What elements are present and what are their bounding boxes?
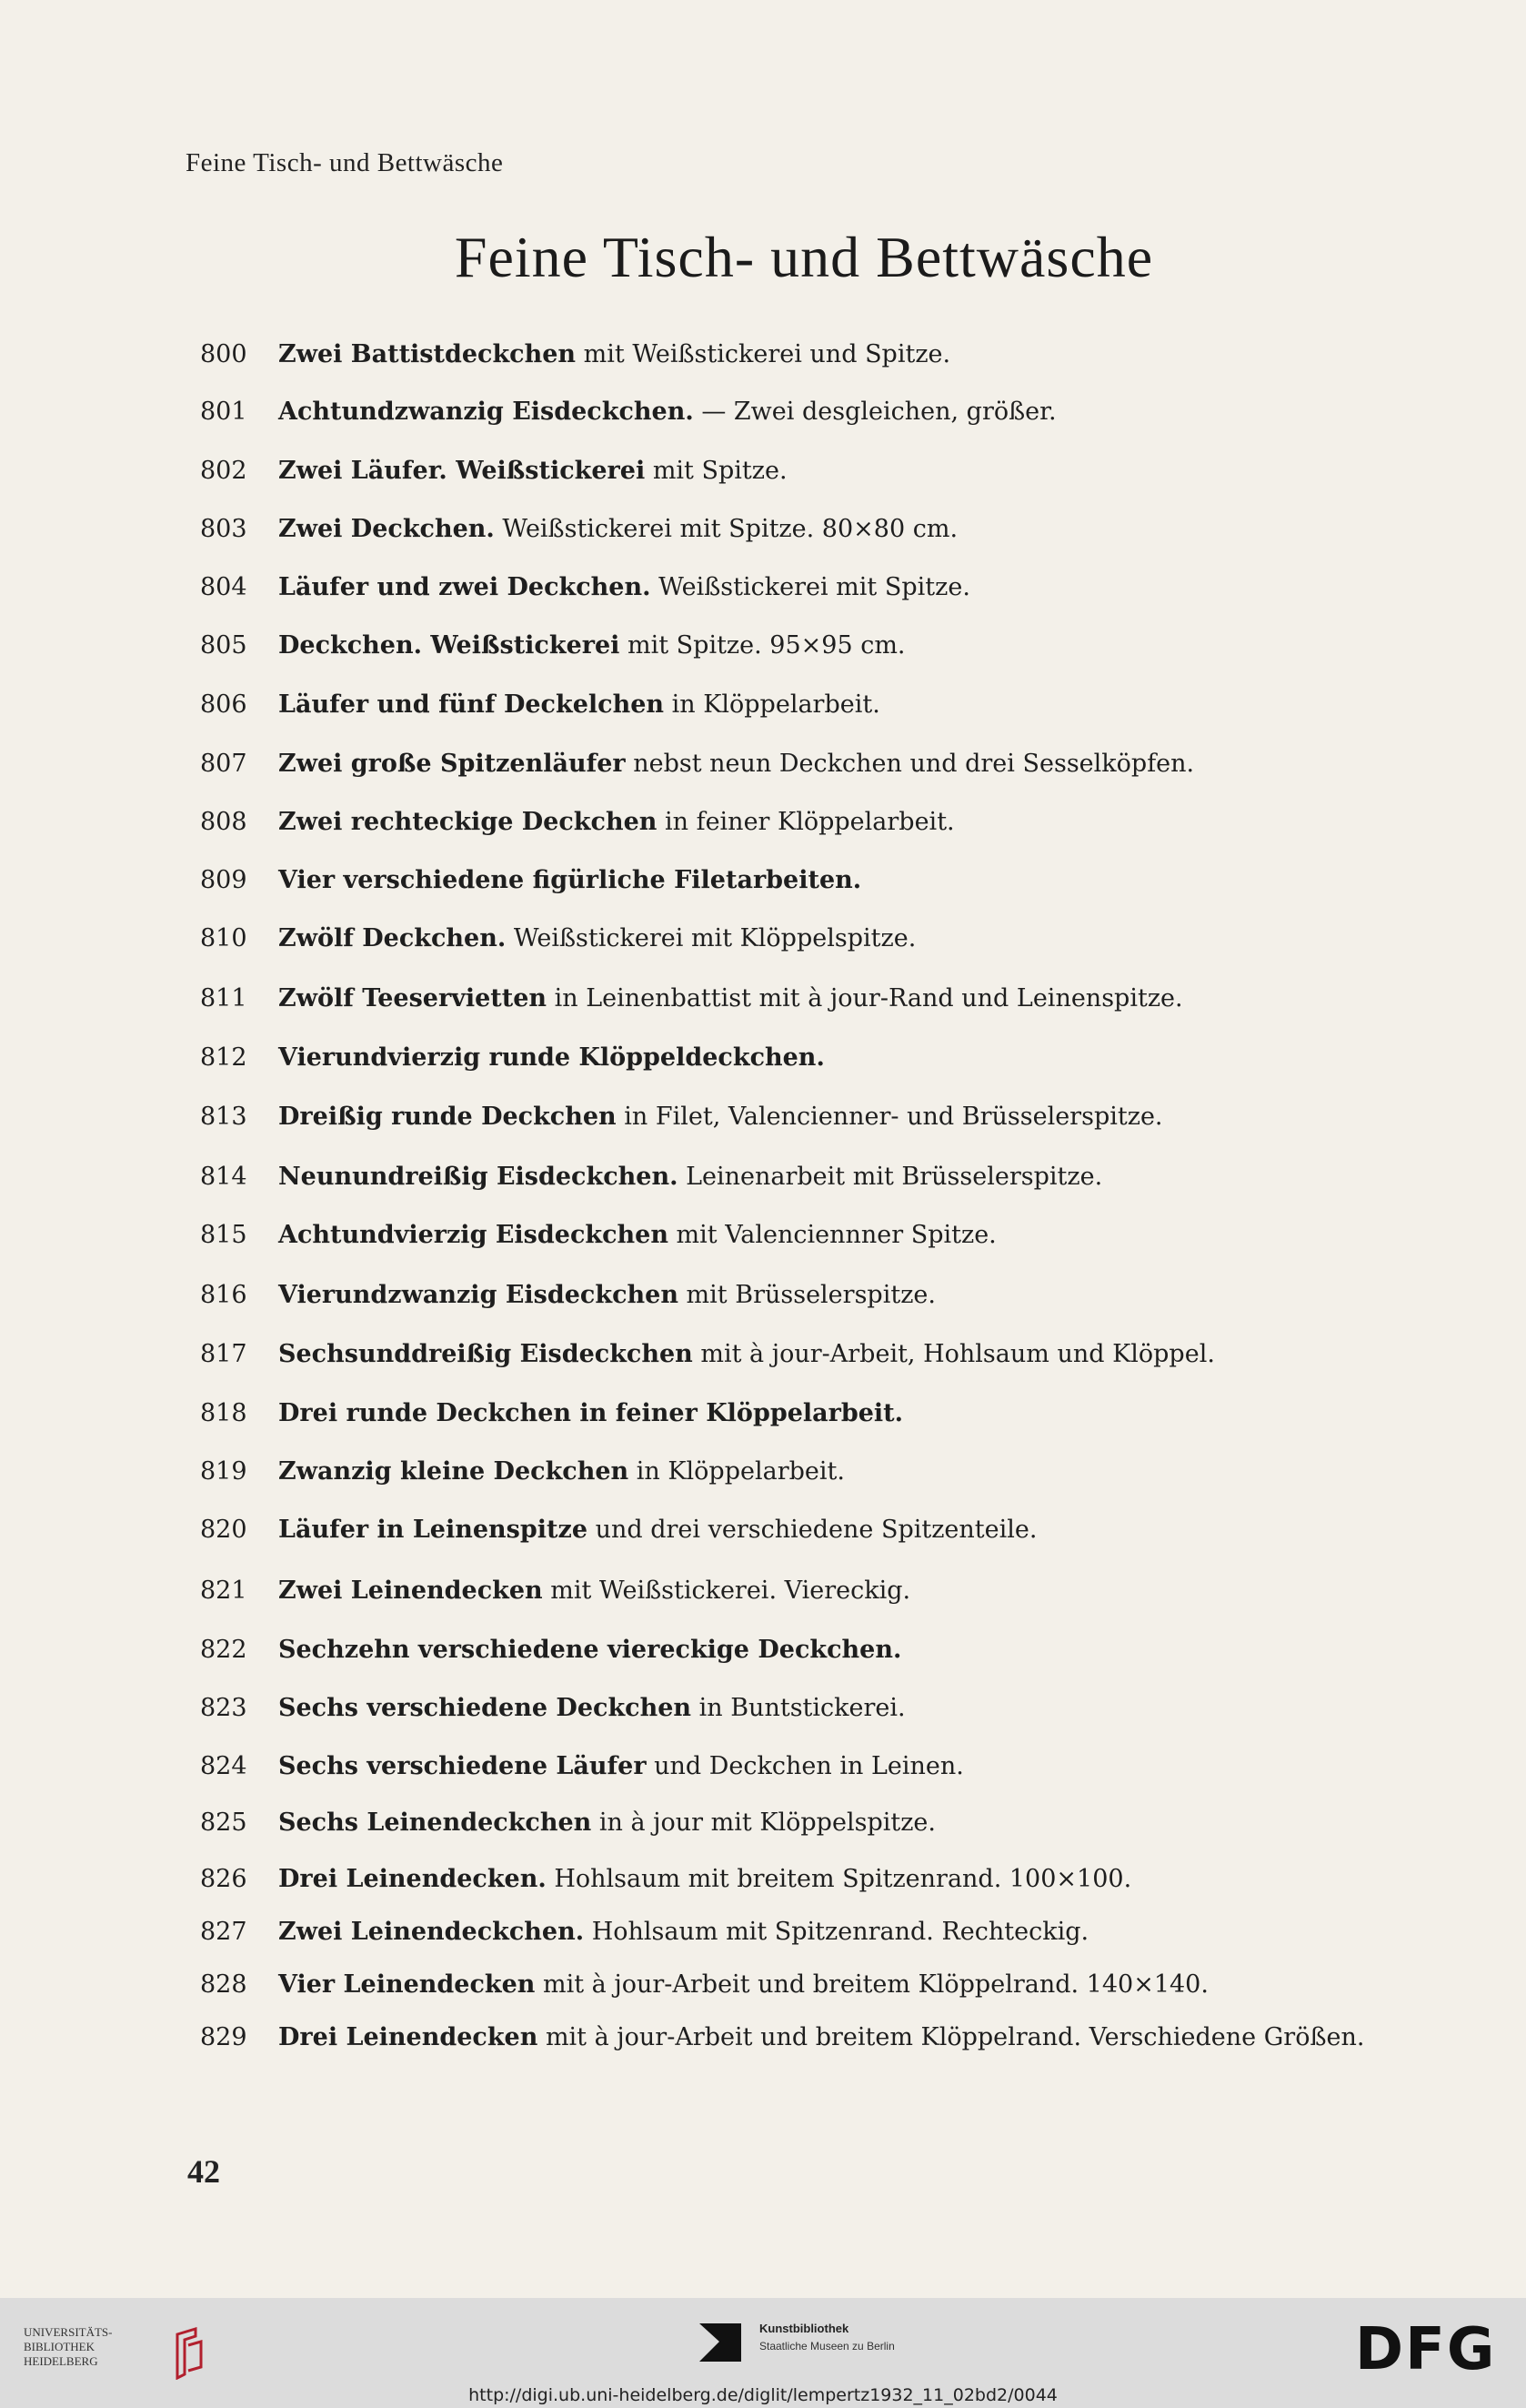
entry-description: Weißstickerei mit Klöppelspitze. — [506, 924, 917, 952]
kunstbibliothek-title: Kunstbibliothek — [759, 2322, 849, 2335]
entry-title: Zwei Battistdeckchen — [278, 340, 577, 368]
entry-text — [278, 1912, 1089, 1952]
entry-text — [278, 1097, 1163, 1137]
uni-logo-line: BIBLIOTHEK — [24, 2340, 95, 2353]
entry-title: Vier Leinendecken — [278, 1970, 536, 1999]
kunstbibliothek-subtitle: Staatliche Museen zu Berlin — [759, 2340, 895, 2353]
entry-number: 806 — [200, 690, 247, 719]
entry-text — [278, 1803, 936, 1843]
entry-number: 803 — [200, 515, 247, 543]
entry-text — [278, 568, 970, 608]
entry-title: Vier verschiedene figürliche Filetarbeiten. — [278, 866, 862, 894]
entry-number: 813 — [200, 1103, 247, 1131]
entry-description: in feiner Klöppelarbeit. — [657, 808, 955, 836]
entry-number: 817 — [200, 1340, 247, 1368]
entry-number: 823 — [200, 1694, 247, 1722]
entry-title: Drei runde Deckchen in feiner Klöppelarbeit. — [278, 1399, 904, 1427]
uni-logo-line: UNIVERSITÄTS- — [24, 2325, 113, 2339]
entry-title: Sechs verschiedene Deckchen — [278, 1694, 692, 1722]
entry-text — [278, 1859, 1131, 1899]
entry-title: Läufer und zwei Deckchen. — [278, 573, 651, 601]
entry-text — [278, 919, 916, 959]
entry-number: 815 — [200, 1221, 247, 1249]
dfg-logo[interactable]: DFG — [1355, 2316, 1497, 2383]
entry-description: mit Valenciennner Spitze. — [668, 1221, 997, 1249]
entry-number: 827 — [200, 1918, 247, 1946]
entry-text — [278, 802, 955, 842]
entry-number: 816 — [200, 1281, 247, 1309]
entry-number: 820 — [200, 1516, 247, 1544]
entry-title: Läufer in Leinenspitze — [278, 1516, 587, 1544]
entry-title: Zwei große Spitzenläufer — [278, 750, 626, 778]
entry-description: mit à jour-Arbeit, Hohlsaum und Klöppel. — [692, 1340, 1215, 1368]
entry-title: Zwei Deckchen. — [278, 515, 495, 543]
entry-text — [278, 861, 861, 901]
entry-number: 822 — [200, 1636, 247, 1664]
entry-number: 818 — [200, 1399, 247, 1427]
entry-description: Weißstickerei mit Spitze. 80×80 cm. — [494, 515, 959, 543]
entry-text — [278, 335, 950, 375]
entry-text — [278, 1510, 1037, 1550]
entry-text — [278, 1038, 825, 1078]
entry-description: mit Weißstickerei und Spitze. — [576, 340, 951, 368]
entry-number: 801 — [200, 398, 247, 426]
entry-text — [278, 685, 880, 725]
entry-title: Achtundzwanzig Eisdeckchen. — [278, 398, 694, 426]
entry-number: 802 — [200, 457, 247, 485]
entry-number: 824 — [200, 1752, 247, 1780]
entry-number: 808 — [200, 808, 247, 836]
entry-title: Läufer und fünf Deckelchen — [278, 690, 665, 719]
entry-text — [278, 1452, 845, 1492]
entry-title: Zwölf Teeservietten — [278, 984, 547, 1013]
entry-title: Vierundzwanzig Eisdeckchen — [278, 1281, 678, 1309]
entry-number: 804 — [200, 573, 247, 601]
entry-number: 810 — [200, 924, 247, 952]
entry-number: 809 — [200, 866, 247, 894]
entry-text — [278, 1965, 1209, 2005]
entry-description: — Zwei desgleichen, größer. — [693, 398, 1057, 426]
source-url-link[interactable]: http://digi.ub.uni-heidelberg.de/diglit/lempertz1932_11_02bd2/0044 — [468, 2385, 1058, 2405]
entry-description: in Leinenbattist mit à jour-Rand und Leinenspitze. — [547, 984, 1183, 1013]
entry-description: mit Brüsselerspitze. — [678, 1281, 936, 1309]
entry-number: 821 — [200, 1577, 247, 1605]
entry-number: 805 — [200, 631, 247, 660]
entry-title: Zwei Leinendeckchen. — [278, 1918, 585, 1946]
running-head: Feine Tisch- und Bettwäsche — [186, 148, 504, 177]
kunstbibliothek-logo[interactable] — [696, 2318, 914, 2369]
entry-description: in Buntstickerei. — [691, 1694, 906, 1722]
entry-number: 814 — [200, 1163, 247, 1191]
entry-title: Sechsunddreißig Eisdeckchen — [278, 1340, 693, 1368]
entry-title: Zwölf Deckchen. — [278, 924, 507, 952]
entry-description: mit à jour-Arbeit und breitem Klöppelrand. 140×140. — [535, 1970, 1209, 1999]
entry-title: Drei Leinendecken — [278, 2023, 538, 2051]
entry-title: Drei Leinendecken. — [278, 1865, 547, 1893]
kunstbibliothek-emblem-icon — [696, 2320, 745, 2365]
entry-description: nebst neun Deckchen und drei Sesselköpfen. — [625, 750, 1195, 778]
entry-number: 825 — [200, 1809, 247, 1837]
entry-description: mit Spitze. 95×95 cm. — [619, 631, 906, 660]
entry-text — [278, 744, 1194, 784]
entry-description: Weißstickerei mit Spitze. — [650, 573, 970, 601]
entry-text — [278, 1157, 1102, 1197]
entry-title: Sechzehn verschiedene viereckige Deckchen. — [278, 1636, 902, 1664]
entry-description: in à jour mit Klöppelspitze. — [591, 1809, 936, 1837]
entry-description: mit à jour-Arbeit und breitem Klöppelrand. Verschiedene Größen. — [537, 2023, 1365, 2051]
entry-text — [278, 1747, 964, 1787]
university-library-logo[interactable] — [24, 2325, 196, 2380]
entry-description: in Filet, Valencienner- und Brüsselerspitze. — [616, 1103, 1163, 1131]
entry-number: 826 — [200, 1865, 247, 1893]
entry-text — [278, 1215, 997, 1255]
entry-title: Vierundvierzig runde Klöppeldeckchen. — [278, 1043, 825, 1072]
entry-number: 800 — [200, 340, 247, 368]
entry-title: Zwei Läufer. Weißstickerei — [278, 457, 646, 485]
entry-text — [278, 626, 906, 666]
entry-text — [278, 451, 788, 491]
footer-bar — [0, 2298, 1526, 2408]
heidelberg-emblem-icon — [165, 2327, 206, 2380]
entry-title: Zwanzig kleine Deckchen — [278, 1457, 629, 1486]
entry-text — [278, 979, 1183, 1019]
entry-description: und drei verschiedene Spitzenteile. — [587, 1516, 1038, 1544]
entry-title: Sechs Leinendeckchen — [278, 1809, 592, 1837]
entry-number: 829 — [200, 2023, 247, 2051]
entry-text — [278, 509, 958, 549]
entry-description: mit Spitze. — [645, 457, 788, 485]
entry-text — [278, 392, 1057, 432]
entry-text — [278, 2018, 1365, 2058]
entry-number: 812 — [200, 1043, 247, 1072]
entry-title: Zwei rechteckige Deckchen — [278, 808, 658, 836]
entry-title: Sechs verschiedene Läufer — [278, 1752, 647, 1780]
entry-text — [278, 1630, 901, 1670]
entry-title: Deckchen. Weißstickerei — [278, 631, 620, 660]
entry-description: Hohlsaum mit breitem Spitzenrand. 100×100. — [546, 1865, 1132, 1893]
entry-number: 828 — [200, 1970, 247, 1999]
entry-description: in Klöppelarbeit. — [628, 1457, 845, 1486]
entry-description: und Deckchen in Leinen. — [646, 1752, 964, 1780]
entry-title: Neunundreißig Eisdeckchen. — [278, 1163, 678, 1191]
entry-text — [278, 1571, 910, 1611]
entry-text — [278, 1688, 906, 1728]
entry-description: Hohlsaum mit Spitzenrand. Rechteckig. — [584, 1918, 1089, 1946]
page-title: Feine Tisch- und Bettwäsche — [454, 225, 1154, 289]
entry-text — [278, 1394, 903, 1434]
entry-text — [278, 1335, 1215, 1375]
page-number: 42 — [187, 2153, 220, 2190]
entry-title: Achtundvierzig Eisdeckchen — [278, 1221, 668, 1249]
entry-title: Zwei Leinendecken — [278, 1577, 543, 1605]
uni-logo-line: HEIDELBERG — [24, 2354, 98, 2368]
entry-number: 807 — [200, 750, 247, 778]
entry-description: Leinenarbeit mit Brüsselerspitze. — [678, 1163, 1103, 1191]
entry-number: 811 — [200, 984, 247, 1013]
entry-title: Dreißig runde Deckchen — [278, 1103, 617, 1131]
entry-description: in Klöppelarbeit. — [664, 690, 880, 719]
entry-text — [278, 1275, 936, 1315]
entry-description: mit Weißstickerei. Viereckig. — [542, 1577, 911, 1605]
entry-number: 819 — [200, 1457, 247, 1486]
